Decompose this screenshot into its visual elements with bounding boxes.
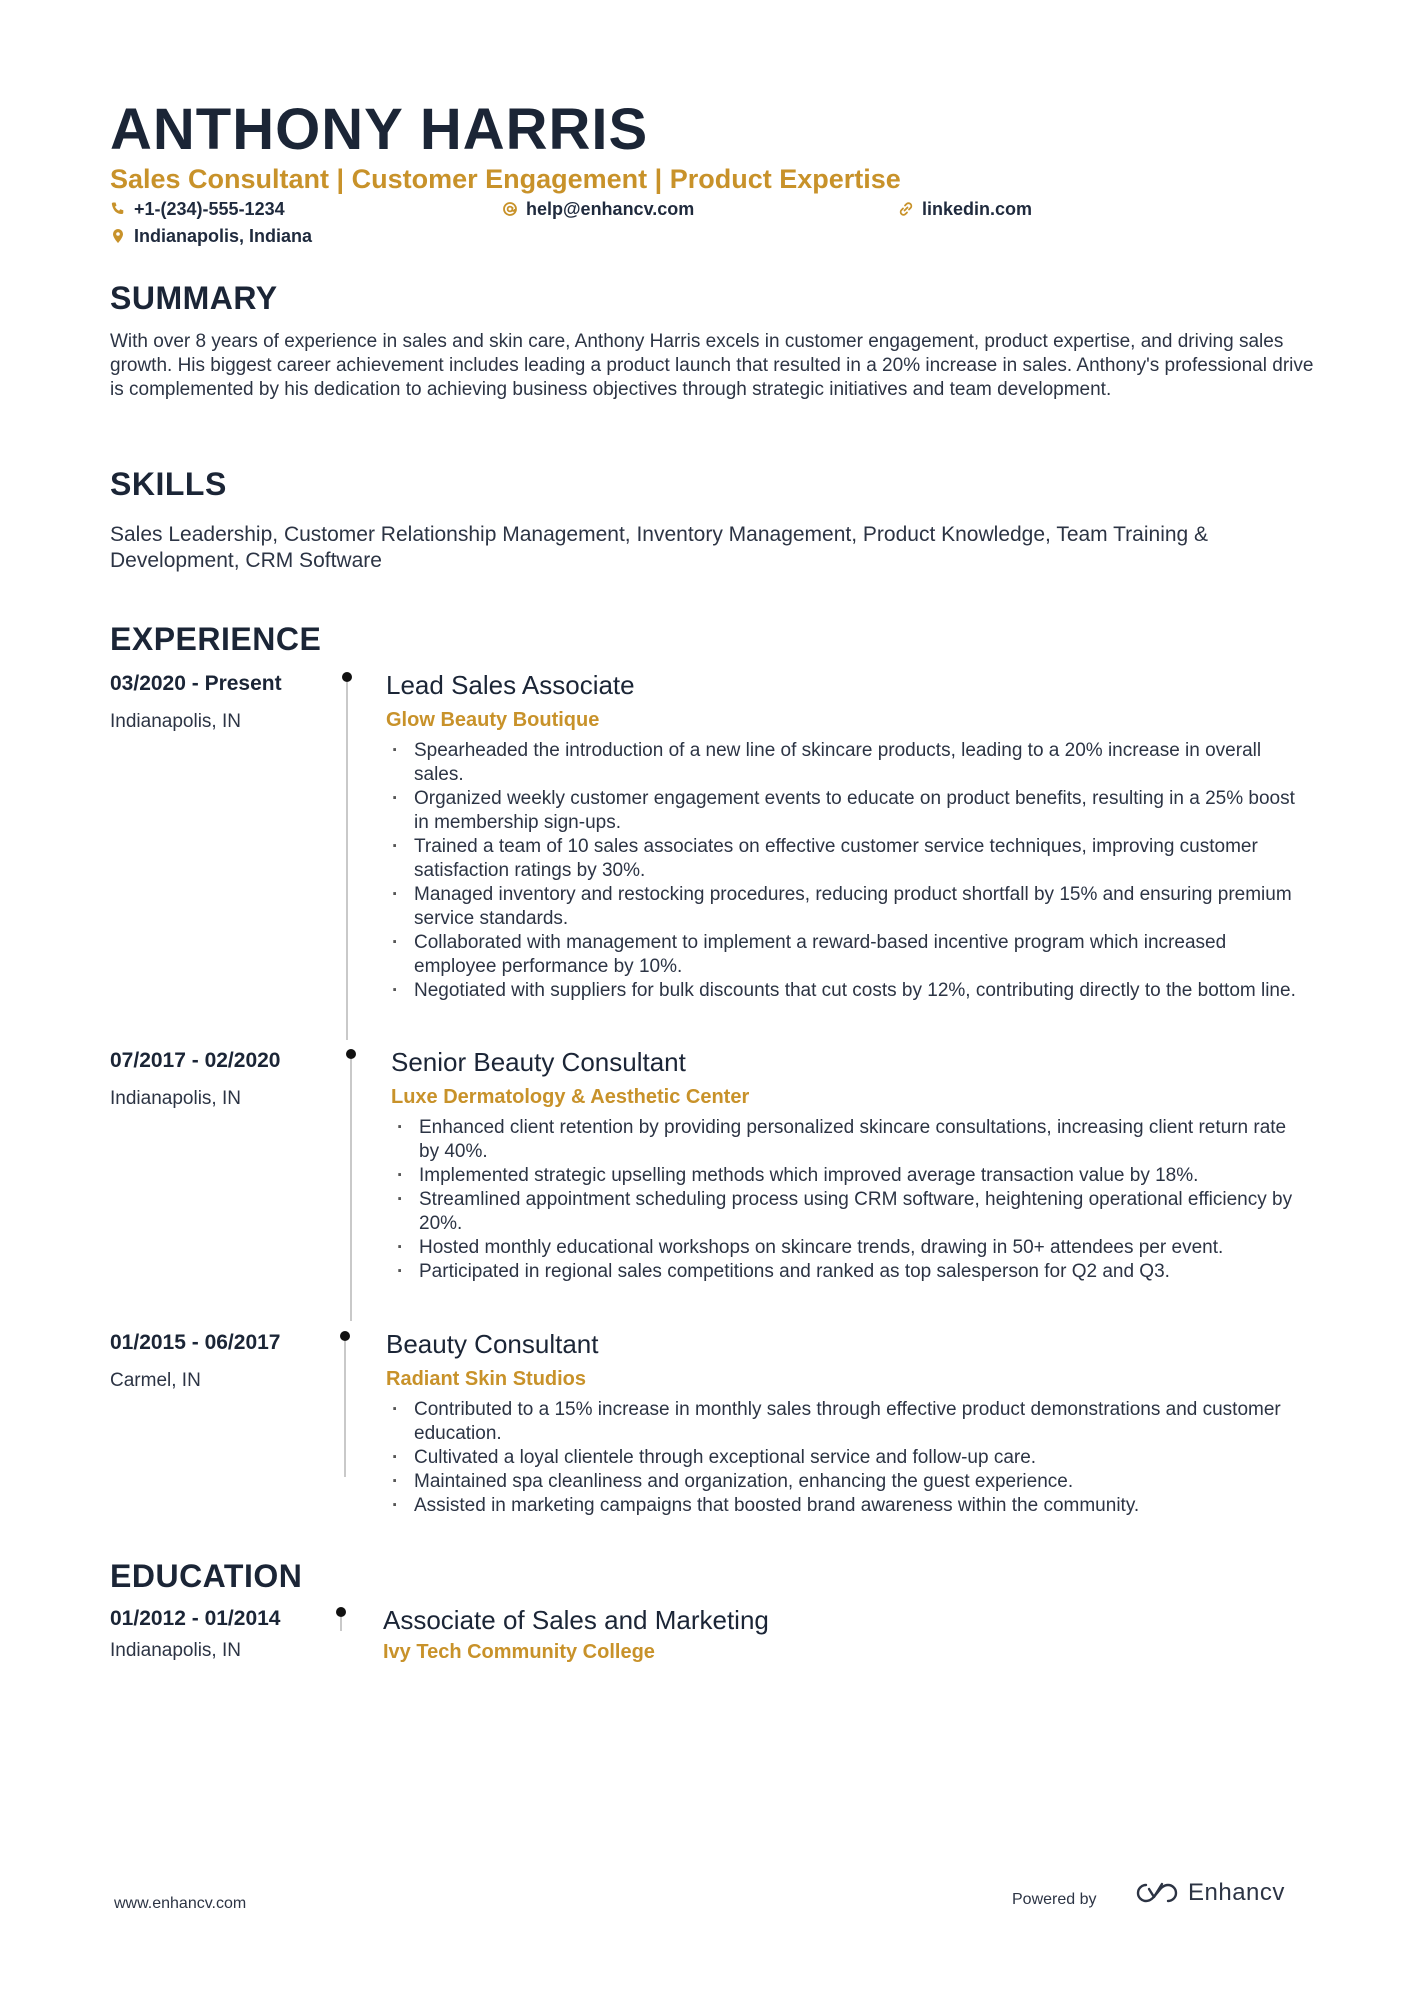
timeline-dot bbox=[342, 672, 352, 682]
education-heading: EDUCATION bbox=[110, 1558, 303, 1594]
timeline-line bbox=[350, 1059, 352, 1321]
education-dates: 01/2012 - 01/2014 bbox=[110, 1607, 281, 1630]
job-bullets bbox=[386, 739, 1296, 1003]
timeline-line bbox=[346, 682, 348, 1040]
location-text: Indianapolis, Indiana bbox=[134, 226, 313, 246]
phone-icon bbox=[110, 201, 126, 217]
linkedin-text: linkedin.com bbox=[922, 199, 1033, 219]
job-bullet: · Contributed to a 15% increase in monthly sales through effective product demonstrations and customer education. bbox=[386, 1398, 1296, 1446]
timeline-line bbox=[340, 1617, 342, 1631]
job-bullet: · Managed inventory and restocking procedures, reducing product shortfall by 15% and ensuring premium service standards. bbox=[386, 883, 1296, 931]
link-icon bbox=[898, 201, 914, 217]
skills-heading: SKILLS bbox=[110, 466, 227, 502]
experience-heading: EXPERIENCE bbox=[110, 621, 322, 657]
job-bullets bbox=[391, 1116, 1296, 1284]
skills-text: Sales Leadership, Customer Relationship Management, Inventory Management, Product Knowledge, Team Training & Development, CRM Software bbox=[110, 523, 1209, 572]
job-title: Lead Sales Associate bbox=[386, 670, 635, 700]
job-title: Beauty Consultant bbox=[386, 1329, 599, 1359]
job-location: Carmel, IN bbox=[110, 1370, 201, 1391]
phone-text: +1-(234)-555-1234 bbox=[134, 199, 285, 219]
candidate-name: ANTHONY HARRIS bbox=[110, 97, 649, 162]
summary-text: With over 8 years of experience in sales and skin care, Anthony Harris excels in customer engagement, product expertise, and driving sales growth. His biggest career achievement includes leading a product launch that resulted in a 20% increase in sales. Anthony's professional drive is complemented by his dedication to achieving business objectives through strategic initiatives and team development. bbox=[110, 331, 1314, 400]
job-bullet: · Enhanced client retention by providing personalized skincare consultations, increasing client return rate by 40%. bbox=[391, 1116, 1296, 1164]
contact-linkedin[interactable] bbox=[898, 197, 1032, 221]
enhancv-logo[interactable] bbox=[1132, 1878, 1285, 1908]
contact-email[interactable] bbox=[502, 197, 694, 221]
job-dates: 01/2015 - 06/2017 bbox=[110, 1331, 281, 1354]
job-bullet: · Assisted in marketing campaigns that boosted brand awareness within the community. bbox=[386, 1494, 1296, 1518]
powered-by-label: Powered by bbox=[1012, 1891, 1097, 1908]
job-location: Indianapolis, IN bbox=[110, 1088, 241, 1109]
candidate-headline: Sales Consultant | Customer Engagement | Product Expertise bbox=[110, 164, 901, 194]
enhancv-logo-icon bbox=[1132, 1880, 1178, 1906]
job-bullet: · Cultivated a loyal clientele through exceptional service and follow-up care. bbox=[386, 1446, 1296, 1470]
job-bullet: · Participated in regional sales competitions and ranked as top salesperson for Q2 and Q3. bbox=[391, 1260, 1296, 1284]
at-icon bbox=[502, 201, 518, 217]
job-bullet: · Hosted monthly educational workshops on skincare trends, drawing in 50+ attendees per event. bbox=[391, 1236, 1296, 1260]
education-school: Ivy Tech Community College bbox=[383, 1641, 655, 1663]
job-bullet: · Spearheaded the introduction of a new line of skincare products, leading to a 20% increase in overall sales. bbox=[386, 739, 1296, 787]
job-bullets bbox=[386, 1398, 1296, 1518]
email-text: help@enhancv.com bbox=[526, 199, 695, 219]
job-bullet: · Implemented strategic upselling methods which improved average transaction value by 18%. bbox=[391, 1164, 1296, 1188]
timeline-dot bbox=[346, 1049, 356, 1059]
job-company: Luxe Dermatology & Aesthetic Center bbox=[391, 1086, 750, 1108]
contact-location bbox=[110, 224, 312, 248]
job-dates: 03/2020 - Present bbox=[110, 672, 282, 695]
timeline-dot bbox=[340, 1331, 350, 1341]
enhancv-logo-text: Enhancv bbox=[1188, 1879, 1285, 1906]
job-bullet: · Maintained spa cleanliness and organization, enhancing the guest experience. bbox=[386, 1470, 1296, 1494]
location-pin-icon bbox=[110, 228, 126, 244]
job-bullet: · Trained a team of 10 sales associates on effective customer service techniques, improving customer satisfaction ratings by 30%. bbox=[386, 835, 1296, 883]
job-bullet: · Streamlined appointment scheduling process using CRM software, heightening operational efficiency by 20%. bbox=[391, 1188, 1296, 1236]
education-degree: Associate of Sales and Marketing bbox=[383, 1605, 769, 1635]
timeline-dot bbox=[336, 1607, 346, 1617]
job-location: Indianapolis, IN bbox=[110, 711, 241, 732]
job-company: Radiant Skin Studios bbox=[386, 1368, 587, 1390]
job-title: Senior Beauty Consultant bbox=[391, 1047, 686, 1077]
job-bullet: · Collaborated with management to implement a reward-based incentive program which increased employee performance by 10%. bbox=[386, 931, 1296, 979]
job-dates: 07/2017 - 02/2020 bbox=[110, 1049, 281, 1072]
summary-heading: SUMMARY bbox=[110, 280, 278, 316]
contact-phone bbox=[110, 197, 285, 221]
timeline-line bbox=[344, 1341, 346, 1477]
job-bullet: · Negotiated with suppliers for bulk discounts that cut costs by 12%, contributing directly to the bottom line. bbox=[386, 979, 1296, 1003]
footer-url[interactable]: www.enhancv.com bbox=[114, 1895, 247, 1912]
job-bullet: · Organized weekly customer engagement events to educate on product benefits, resulting in a 25% boost in membership sign-ups. bbox=[386, 787, 1296, 835]
education-location: Indianapolis, IN bbox=[110, 1640, 241, 1661]
job-company: Glow Beauty Boutique bbox=[386, 709, 600, 731]
